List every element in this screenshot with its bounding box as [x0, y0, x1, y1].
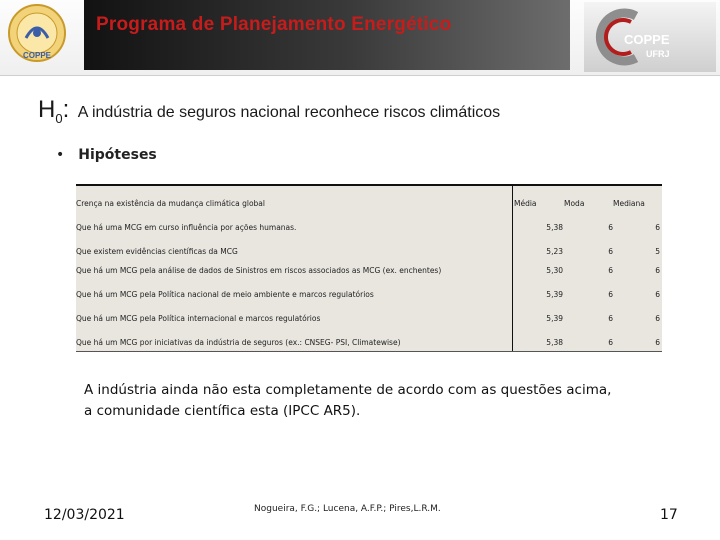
svg-text:COPPE: COPPE — [22, 51, 52, 60]
row-3-moda: 6 — [608, 266, 613, 275]
row-5-label: Que há um MCG pela Política internacional e marcos regulatórios — [76, 314, 321, 323]
row-5-mediana: 6 — [655, 314, 660, 323]
header-description: Crença na existência da mudança climática global — [76, 199, 265, 208]
conclusion-line-2: a comunidade científica esta (IPCC AR5). — [84, 403, 361, 419]
row-2-moda: 6 — [608, 247, 613, 256]
row-5-media: 5,39 — [546, 314, 563, 323]
row-1-label: Que há uma MCG em curso influência por ações humanas. — [76, 223, 297, 232]
survey-table — [76, 184, 662, 352]
row-4-media: 5,39 — [546, 290, 563, 299]
conclusion-text — [84, 380, 684, 422]
header-media: Média — [514, 199, 537, 208]
bullet-dot: • — [56, 147, 65, 163]
row-6-media: 5,38 — [546, 338, 563, 347]
header-mediana: Mediana — [613, 199, 645, 208]
page-number: 17 — [660, 507, 678, 523]
row-3-mediana: 6 — [655, 266, 660, 275]
coppe-seal-logo — [6, 2, 68, 64]
row-1-moda: 6 — [608, 223, 613, 232]
footer-date: 12/03/2021 — [44, 507, 125, 523]
row-4-label: Que há um MCG pela Política nacional de meio ambiente e marcos regulatórios — [76, 290, 374, 299]
row-3-label: Que há um MCG pela análise de dados de Sinistros em riscos associados as MCG (ex. enchentes) — [76, 266, 442, 275]
hypothesis-subscript: 0 — [55, 111, 63, 126]
svg-text:COPPE: COPPE — [624, 32, 670, 47]
row-6-mediana: 6 — [655, 338, 660, 347]
row-1-media: 5,38 — [546, 223, 563, 232]
coppe-ufrj-logo — [584, 2, 716, 72]
row-6-moda: 6 — [608, 338, 613, 347]
table-divider — [512, 186, 513, 351]
banner-title: Programa de Planejamento Energético — [96, 14, 452, 35]
conclusion-line-1: A indústria ainda não esta completamente de acordo com as questões acima, — [84, 382, 612, 398]
hypotheses-bullet — [56, 147, 157, 163]
header-band — [0, 0, 720, 76]
title-colon: : — [62, 96, 70, 123]
footer-authors: Nogueira, F.G.; Lucena, A.F.P.; Pires,L.R.M. — [254, 504, 441, 514]
row-6-label: Que há um MCG por iniciativas da indústria de seguros (ex.: CNSEG- PSI, Climatewise) — [76, 338, 401, 347]
row-2-label: Que existem evidências científicas da MCG — [76, 247, 238, 256]
program-banner — [84, 0, 570, 70]
svg-text:UFRJ: UFRJ — [646, 49, 670, 59]
row-4-mediana: 6 — [655, 290, 660, 299]
hypothesis-symbol: H — [38, 96, 56, 123]
row-2-media: 5,23 — [546, 247, 563, 256]
row-4-moda: 6 — [608, 290, 613, 299]
row-2-mediana: 5 — [655, 247, 660, 256]
row-5-moda: 6 — [608, 314, 613, 323]
row-1-mediana: 6 — [655, 223, 660, 232]
title-text: A indústria de seguros nacional reconhece riscos climáticos — [77, 104, 501, 121]
slide-title — [38, 96, 500, 126]
row-3-media: 5,30 — [546, 266, 563, 275]
bullet-label: Hipóteses — [78, 147, 157, 163]
header-moda: Moda — [564, 199, 585, 208]
